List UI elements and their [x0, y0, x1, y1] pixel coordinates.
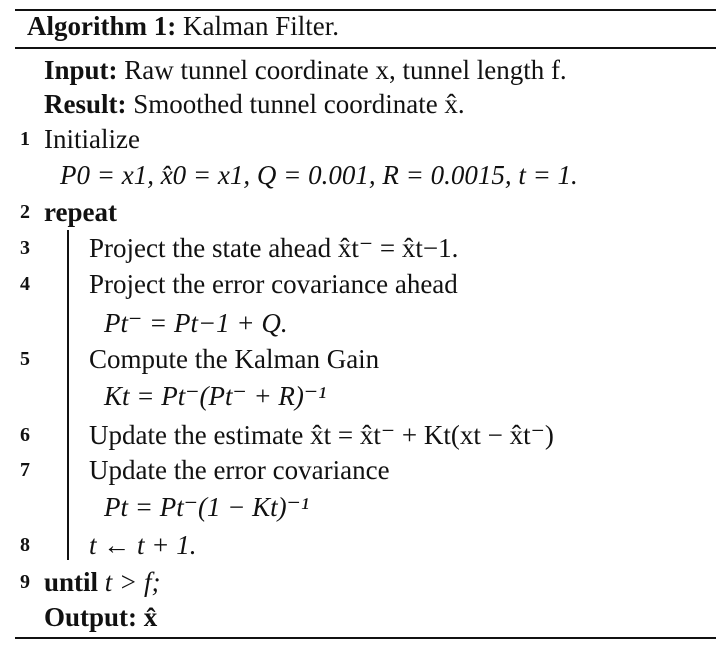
line-number: 6	[20, 424, 30, 446]
line-number: 4	[20, 273, 30, 295]
until-keyword: until	[44, 567, 99, 597]
output-line	[44, 600, 157, 634]
repeat-keyword: repeat	[44, 197, 117, 227]
step-kalman-gain: Compute the Kalman Gain	[89, 344, 380, 374]
until-condition: t > f;	[104, 567, 161, 597]
input-text: Raw tunnel coordinate x, tunnel length f.	[124, 55, 567, 85]
line-number: 1	[20, 128, 30, 150]
step-initialize: Initialize	[44, 124, 140, 154]
line-number: 9	[20, 571, 30, 593]
step-update-covariance-formula: Pt = Pt⁻(1 − Kt)⁻¹	[104, 492, 310, 522]
output-label: Output:	[44, 602, 138, 632]
output-text: x̂	[143, 602, 158, 632]
step-project-state: Project the state ahead x̂t⁻ = x̂t−1.	[89, 233, 459, 263]
caption-rule	[15, 47, 716, 49]
input-label: Input:	[44, 55, 118, 85]
line-number: 7	[20, 459, 30, 481]
step-initialize-values: P0 = x1, x̂0 = x1, Q = 0.001, R = 0.0015, t = 1.	[60, 160, 578, 190]
line-number: 8	[20, 534, 30, 556]
line-number: 5	[20, 348, 30, 370]
result-label: Result:	[44, 89, 127, 119]
line-number: 3	[20, 237, 30, 259]
until-line	[44, 565, 161, 599]
step-kalman-gain-formula: Kt = Pt⁻(Pt⁻ + R)⁻¹	[104, 381, 327, 411]
step-update-covariance: Update the error covariance	[89, 455, 390, 485]
result-line	[44, 87, 465, 121]
step-project-covariance: Project the error covariance ahead	[89, 269, 458, 299]
input-line	[44, 53, 567, 87]
bottom-rule	[15, 637, 716, 639]
step-project-covariance-formula: Pt⁻ = Pt−1 + Q.	[104, 308, 288, 338]
line-number: 2	[20, 201, 30, 223]
caption-label: Algorithm 1:	[27, 11, 177, 41]
algorithm-caption	[27, 9, 339, 43]
step-increment-t: t ← t + 1.	[89, 530, 197, 560]
caption-title: Kalman Filter.	[182, 11, 339, 41]
result-text: Smoothed tunnel coordinate x̂.	[133, 89, 465, 119]
loop-body-bar	[67, 230, 69, 560]
step-update-estimate: Update the estimate x̂t = x̂t⁻ + Kt(xt − x̂t⁻)	[89, 420, 554, 450]
